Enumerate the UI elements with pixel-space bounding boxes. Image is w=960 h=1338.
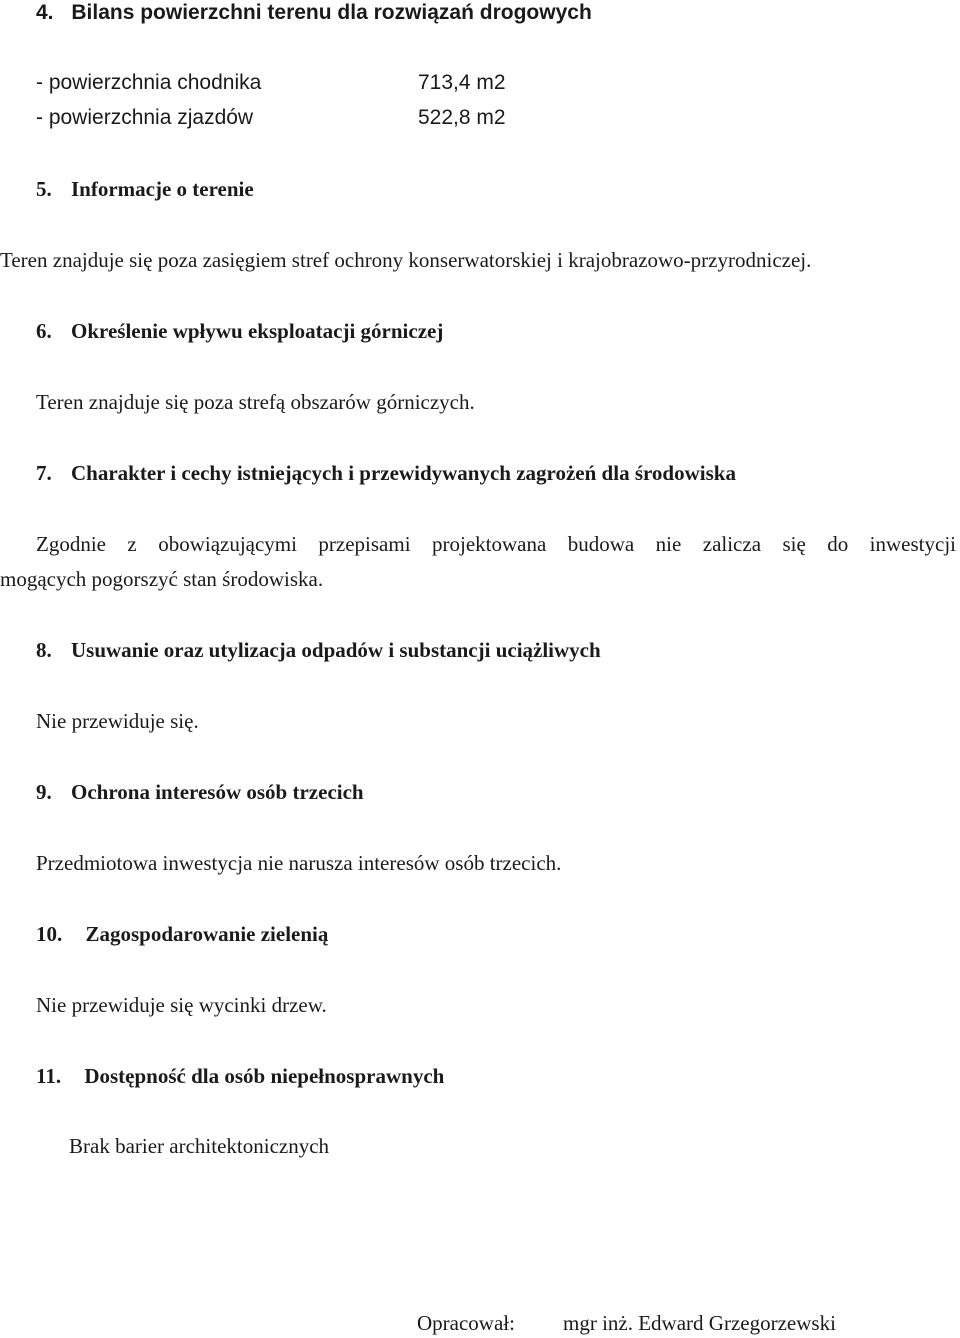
section-6-title: Określenie wpływu eksploatacji górniczej [71,319,444,343]
area-row-value: 713,4 m2 [418,71,506,94]
area-row-label: - powierzchnia chodnika [36,71,262,94]
section-11-title: Dostępność dla osób niepełnosprawnych [84,1064,445,1088]
area-row-value: 522,8 m2 [418,106,506,129]
section-9-title: Ochrona interesów osób trzecich [71,780,364,804]
section-11-number: 11. [36,1064,62,1088]
section-10-number: 10. [36,922,63,946]
section-6-heading [36,318,443,344]
section-8-heading [36,637,601,663]
section-7-heading [36,460,736,486]
section-5-title: Informacje o terenie [71,177,254,201]
section-6-text: Teren znajduje się poza strefą obszarów górniczych. [36,390,475,414]
section-8-text: Nie przewiduje się. [36,709,199,733]
section-9-number: 9. [36,780,52,804]
section-7-title: Charakter i cechy istniejących i przewidywanych zagrożeń dla środowiska [71,461,736,485]
section-10-text: Nie przewiduje się wycinki drzew. [36,993,327,1017]
section-4-title: Bilans powierzchni terenu dla rozwiązań drogowych [71,1,592,24]
section-5-text: Teren znajduje się poza zasięgiem stref ochrony konserwatorskiej i krajobrazowo-przyrodniczej. [0,248,812,272]
section-5-heading [36,176,254,202]
signature-name: mgr inż. Edward Grzegorzewski [563,1311,836,1335]
signature-label: Opracował: [417,1311,515,1335]
section-4-number: 4. [36,1,54,24]
section-4-heading [36,0,592,26]
section-11-heading [36,1063,444,1089]
section-10-title: Zagospodarowanie zielenią [85,922,329,946]
section-5-number: 5. [36,177,52,201]
section-7-text-line-2: mogących pogorszyć stan środowiska. [0,567,324,591]
section-11-text: Brak barier architektonicznych [69,1134,330,1158]
section-7-text-line-1: Zgodnie z obowiązującymi przepisami projektowana budowa nie zalicza się do inwestycji [36,532,956,556]
section-9-text: Przedmiotowa inwestycja nie narusza interesów osób trzecich. [36,851,562,875]
area-row-label: - powierzchnia zjazdów [36,106,254,129]
section-7-number: 7. [36,461,52,485]
section-8-title: Usuwanie oraz utylizacja odpadów i substancji uciążliwych [71,638,601,662]
section-8-number: 8. [36,638,52,662]
section-10-heading [36,921,328,947]
section-6-number: 6. [36,319,52,343]
section-9-heading [36,779,364,805]
